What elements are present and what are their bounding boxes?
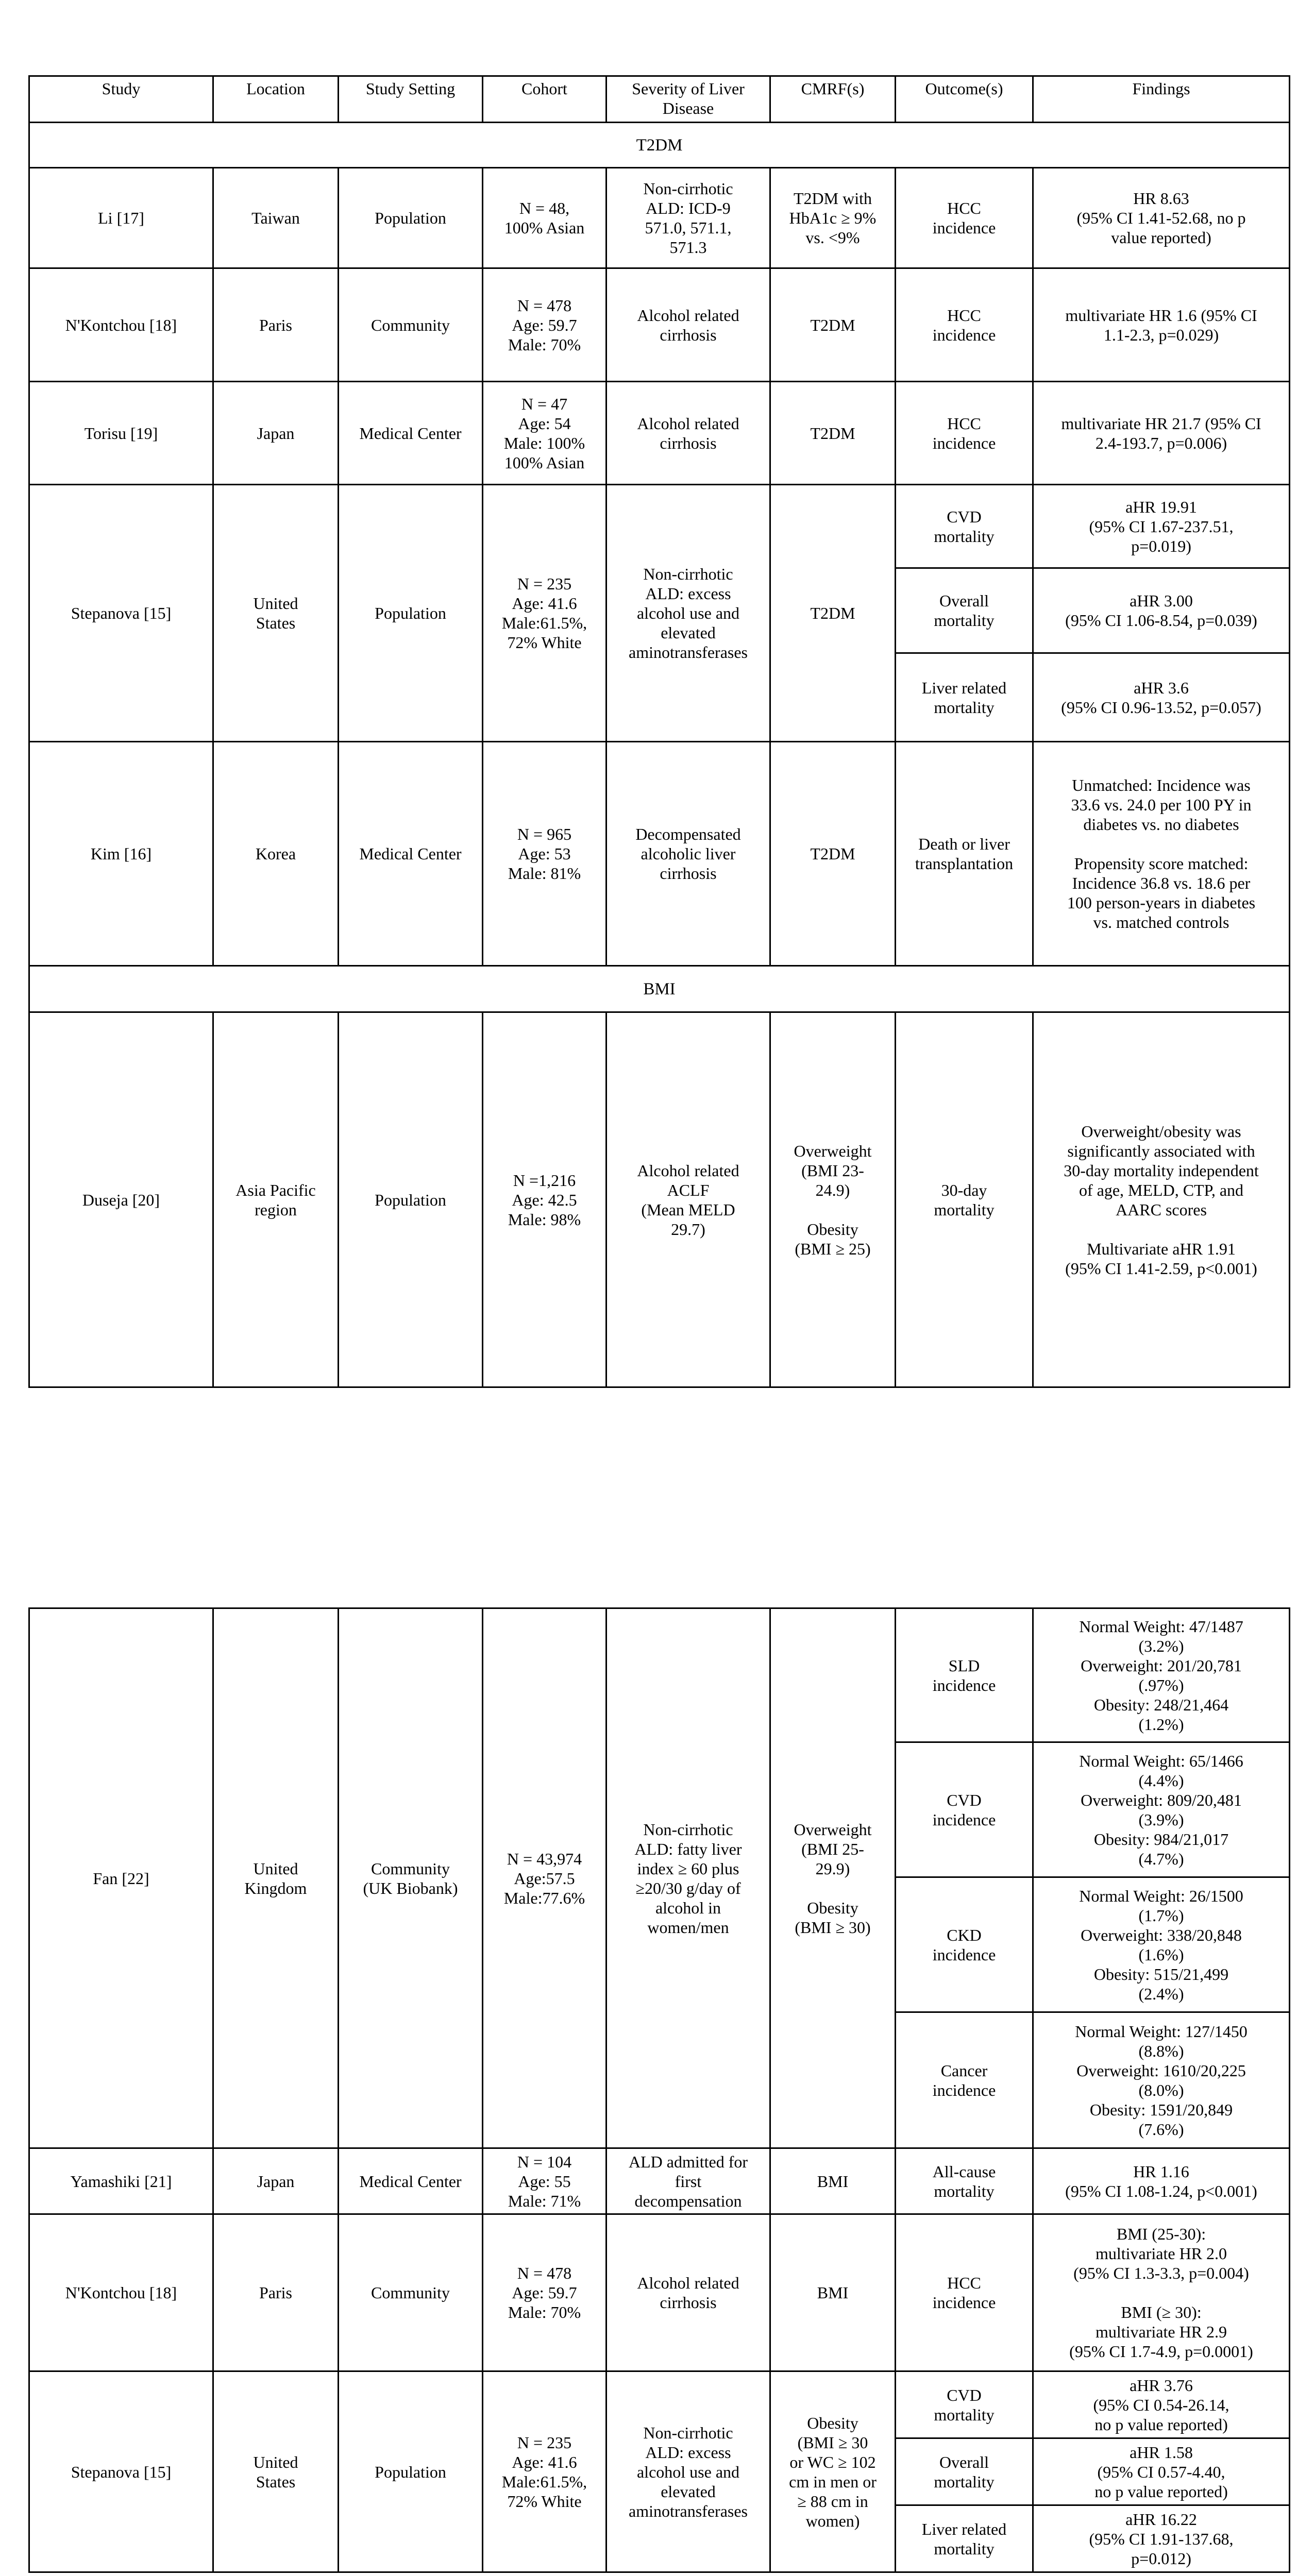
table-row xyxy=(29,1608,1290,1742)
cell-cohort: N = 235 Age: 41.6 Male:61.5%, 72% White xyxy=(483,2371,607,2572)
header-cohort: Cohort xyxy=(483,76,607,123)
cell-setting: Population xyxy=(339,485,483,742)
cell-severity: Non-cirrhotic ALD: excess alcohol use and elevated aminotransferases xyxy=(607,485,770,742)
cell-findings: Normal Weight: 127/1450 (8.8%) Overweight: 1610/20,225 (8.0%) Obesity: 1591/20,849 (7.6%) xyxy=(1033,2012,1290,2148)
cell-findings: multivariate HR 1.6 (95% CI 1.1-2.3, p=0.029) xyxy=(1033,268,1290,382)
cell-findings: HR 1.16 (95% CI 1.08-1.24, p<0.001) xyxy=(1033,2148,1290,2214)
cell-cmrf: T2DM xyxy=(770,485,896,742)
table-row xyxy=(29,2214,1290,2371)
cell-cmrf: BMI xyxy=(770,2214,896,2371)
header-study-setting: Study Setting xyxy=(339,76,483,123)
cell-location: United Kingdom xyxy=(213,1608,339,2148)
cell-outcome: CVD incidence xyxy=(896,1742,1033,1877)
table-row xyxy=(29,1012,1290,1387)
table-row xyxy=(29,485,1290,568)
cell-setting: Population xyxy=(339,1012,483,1387)
table-row xyxy=(29,268,1290,382)
cell-location: Taiwan xyxy=(213,168,339,268)
cell-cmrf: T2DM xyxy=(770,742,896,966)
cell-severity: Alcohol related cirrhosis xyxy=(607,268,770,382)
cell-outcome: SLD incidence xyxy=(896,1608,1033,1742)
cell-setting: Population xyxy=(339,2371,483,2572)
cell-outcome: CKD incidence xyxy=(896,1877,1033,2012)
cell-outcome: HCC incidence xyxy=(896,268,1033,382)
section-row-t2dm xyxy=(29,123,1290,168)
header-cmrf: CMRF(s) xyxy=(770,76,896,123)
section-row-bmi xyxy=(29,966,1290,1012)
cell-cmrf: T2DM xyxy=(770,382,896,485)
cell-severity: ALD admitted for first decompensation xyxy=(607,2148,770,2214)
cell-outcome: Liver related mortality xyxy=(896,2505,1033,2572)
cell-findings: HR 8.63 (95% CI 1.41-52.68, no p value reported) xyxy=(1033,168,1290,268)
cell-cohort: N = 478 Age: 59.7 Male: 70% xyxy=(483,268,607,382)
cell-setting: Community xyxy=(339,268,483,382)
cell-setting: Medical Center xyxy=(339,2148,483,2214)
cell-location: Paris xyxy=(213,2214,339,2371)
cell-outcome: Death or liver transplantation xyxy=(896,742,1033,966)
cell-severity: Non-cirrhotic ALD: excess alcohol use and elevated aminotransferases xyxy=(607,2371,770,2572)
evidence-table-part2 xyxy=(28,1607,1290,2573)
cell-cohort: N = 104 Age: 55 Male: 71% xyxy=(483,2148,607,2214)
cell-outcome: CVD mortality xyxy=(896,2371,1033,2438)
cell-cmrf: BMI xyxy=(770,2148,896,2214)
cell-findings: aHR 1.58 (95% CI 0.57-4.40, no p value reported) xyxy=(1033,2438,1290,2505)
cell-severity: Alcohol related cirrhosis xyxy=(607,382,770,485)
header-severity: Severity of Liver Disease xyxy=(607,76,770,123)
cell-findings: Normal Weight: 47/1487 (3.2%) Overweight: 201/20,781 (.97%) Obesity: 248/21,464 (1.2%) xyxy=(1033,1608,1290,1742)
cell-location: Japan xyxy=(213,2148,339,2214)
cell-study: Li [17] xyxy=(29,168,213,268)
cell-study: Yamashiki [21] xyxy=(29,2148,213,2214)
cell-findings: aHR 19.91 (95% CI 1.67-237.51, p=0.019) xyxy=(1033,485,1290,568)
cell-cohort: N = 47 Age: 54 Male: 100% 100% Asian xyxy=(483,382,607,485)
cell-setting: Community (UK Biobank) xyxy=(339,1608,483,2148)
cell-setting: Medical Center xyxy=(339,742,483,966)
cell-location: Korea xyxy=(213,742,339,966)
cell-findings: aHR 3.6 (95% CI 0.96-13.52, p=0.057) xyxy=(1033,653,1290,742)
cell-location: United States xyxy=(213,2371,339,2572)
section-label-bmi: BMI xyxy=(29,966,1290,1012)
cell-location: Japan xyxy=(213,382,339,485)
cell-study: Stepanova [15] xyxy=(29,2371,213,2572)
table-row xyxy=(29,382,1290,485)
cell-cmrf: T2DM xyxy=(770,268,896,382)
cell-findings: aHR 3.00 (95% CI 1.06-8.54, p=0.039) xyxy=(1033,568,1290,653)
cell-cohort: N = 48, 100% Asian xyxy=(483,168,607,268)
cell-outcome: 30-day mortality xyxy=(896,1012,1033,1387)
cell-setting: Community xyxy=(339,2214,483,2371)
cell-outcome: Overall mortality xyxy=(896,568,1033,653)
cell-location: Paris xyxy=(213,268,339,382)
header-study: Study xyxy=(29,76,213,123)
cell-cmrf: Overweight (BMI 25- 29.9) Obesity (BMI ≥ 30) xyxy=(770,1608,896,2148)
cell-cmrf: T2DM with HbA1c ≥ 9% vs. <9% xyxy=(770,168,896,268)
cell-outcome: Overall mortality xyxy=(896,2438,1033,2505)
evidence-table-part1 xyxy=(28,75,1290,1388)
cell-study: N'Kontchou [18] xyxy=(29,268,213,382)
cell-cohort: N = 235 Age: 41.6 Male:61.5%, 72% White xyxy=(483,485,607,742)
cell-outcome: Cancer incidence xyxy=(896,2012,1033,2148)
section-label-t2dm: T2DM xyxy=(29,123,1290,168)
cell-cohort: N =1,216 Age: 42.5 Male: 98% xyxy=(483,1012,607,1387)
cell-cmrf: Overweight (BMI 23- 24.9) Obesity (BMI ≥ 25) xyxy=(770,1012,896,1387)
cell-findings: multivariate HR 21.7 (95% CI 2.4-193.7, p=0.006) xyxy=(1033,382,1290,485)
cell-severity: Non-cirrhotic ALD: fatty liver index ≥ 60 plus ≥20/30 g/day of alcohol in women/men xyxy=(607,1608,770,2148)
table-row xyxy=(29,2371,1290,2438)
cell-findings: Normal Weight: 65/1466 (4.4%) Overweight: 809/20,481 (3.9%) Obesity: 984/21,017 (4.7%) xyxy=(1033,1742,1290,1877)
cell-setting: Population xyxy=(339,168,483,268)
cell-findings: Overweight/obesity was significantly associated with 30-day mortality independent of age, MELD, CTP, and AARC scores Multivariate aHR 1.91 (95% CI 1.41-2.59, p<0.001) xyxy=(1033,1012,1290,1387)
cell-cmrf: Obesity (BMI ≥ 30 or WC ≥ 102 cm in men or ≥ 88 cm in women) xyxy=(770,2371,896,2572)
cell-setting: Medical Center xyxy=(339,382,483,485)
cell-study: Torisu [19] xyxy=(29,382,213,485)
cell-study: Duseja [20] xyxy=(29,1012,213,1387)
cell-findings: BMI (25-30): multivariate HR 2.0 (95% CI 1.3-3.3, p=0.004) BMI (≥ 30): multivariate HR 2.9 (95% CI 1.7-4.9, p=0.0001) xyxy=(1033,2214,1290,2371)
header-location: Location xyxy=(213,76,339,123)
cell-cohort: N = 43,974 Age:57.5 Male:77.6% xyxy=(483,1608,607,2148)
header-findings: Findings xyxy=(1033,76,1290,123)
table-row xyxy=(29,2148,1290,2214)
cell-cohort: N = 478 Age: 59.7 Male: 70% xyxy=(483,2214,607,2371)
cell-severity: Decompensated alcoholic liver cirrhosis xyxy=(607,742,770,966)
header-outcomes: Outcome(s) xyxy=(896,76,1033,123)
cell-study: Stepanova [15] xyxy=(29,485,213,742)
cell-outcome: Liver related mortality xyxy=(896,653,1033,742)
cell-outcome: All-cause mortality xyxy=(896,2148,1033,2214)
cell-study: N'Kontchou [18] xyxy=(29,2214,213,2371)
cell-outcome: HCC incidence xyxy=(896,168,1033,268)
cell-findings: Normal Weight: 26/1500 (1.7%) Overweight: 338/20,848 (1.6%) Obesity: 515/21,499 (2.4%) xyxy=(1033,1877,1290,2012)
table-row xyxy=(29,168,1290,268)
cell-severity: Alcohol related ACLF (Mean MELD 29.7) xyxy=(607,1012,770,1387)
cell-severity: Alcohol related cirrhosis xyxy=(607,2214,770,2371)
cell-findings: Unmatched: Incidence was 33.6 vs. 24.0 per 100 PY in diabetes vs. no diabetes Propensity score matched: Incidence 36.8 vs. 18.6 per 100 person-years in diabetes vs. matched controls xyxy=(1033,742,1290,966)
cell-findings: aHR 3.76 (95% CI 0.54-26.14, no p value reported) xyxy=(1033,2371,1290,2438)
cell-severity: Non-cirrhotic ALD: ICD-9 571.0, 571.1, 571.3 xyxy=(607,168,770,268)
table-row xyxy=(29,742,1290,966)
cell-location: United States xyxy=(213,485,339,742)
cell-outcome: CVD mortality xyxy=(896,485,1033,568)
table-header-row xyxy=(29,76,1290,123)
cell-study: Fan [22] xyxy=(29,1608,213,2148)
cell-location: Asia Pacific region xyxy=(213,1012,339,1387)
cell-outcome: HCC incidence xyxy=(896,2214,1033,2371)
cell-cohort: N = 965 Age: 53 Male: 81% xyxy=(483,742,607,966)
cell-study: Kim [16] xyxy=(29,742,213,966)
cell-findings: aHR 16.22 (95% CI 1.91-137.68, p=0.012) xyxy=(1033,2505,1290,2572)
cell-outcome: HCC incidence xyxy=(896,382,1033,485)
